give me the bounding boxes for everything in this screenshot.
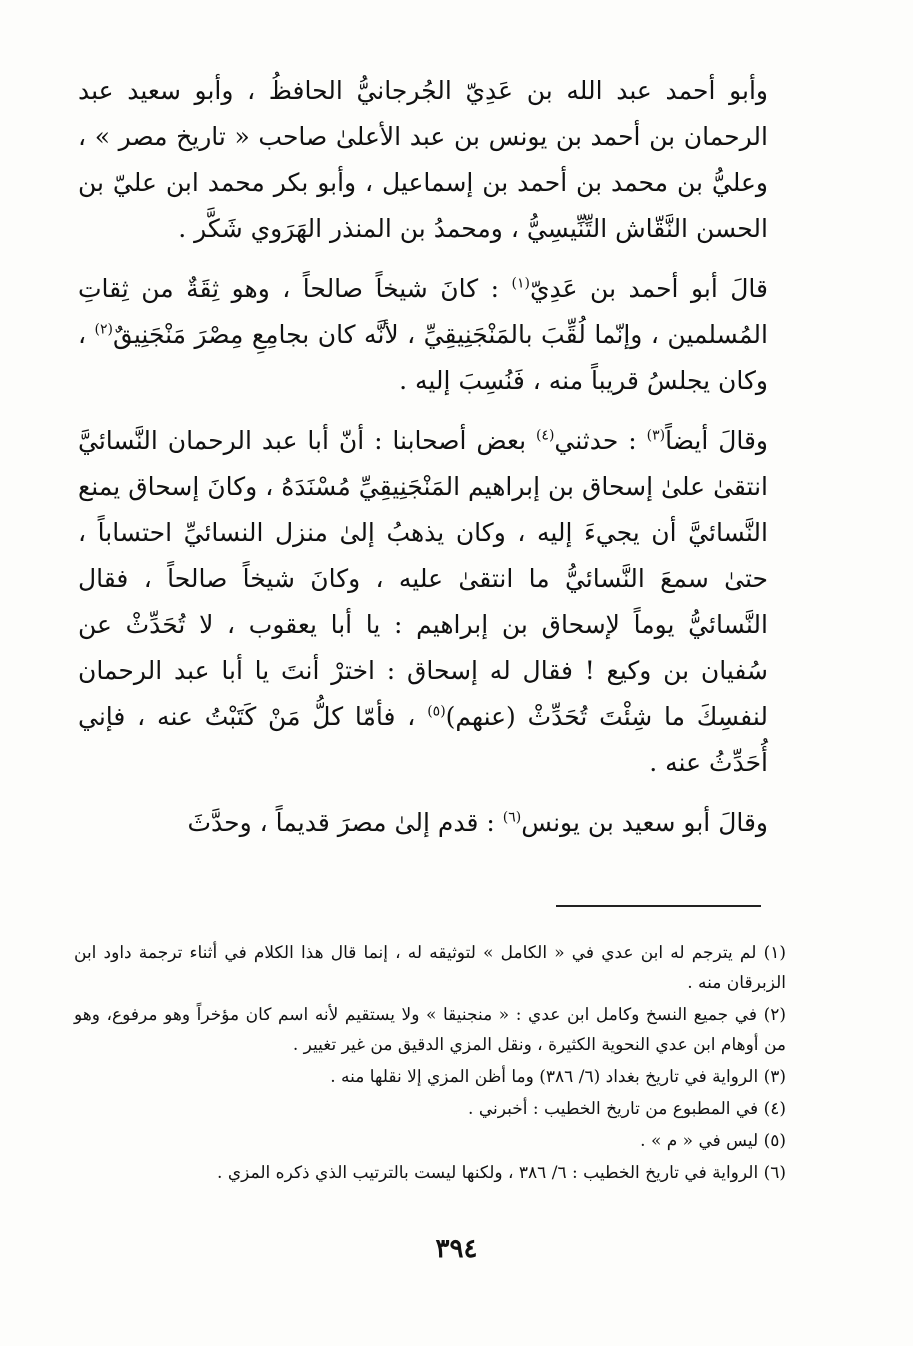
footnote-2: (٢) في جميع النسخ وكامل ابن عدي : « منجنيقا » ولا يستقيم لأنه اسم كان مؤخراً وهو مرفوع، وهو من أوهام ابن عدي النحوية الكثيرة ، ونقل المزي الدقيق من غير تغيير .: [74, 1005, 786, 1055]
footnote-3: (٣) الرواية في تاريخ بغداد (٦/ ٣٨٦) وما أظن المزي إلا نقلها منه .: [330, 1067, 786, 1087]
footnote-5: (٥) ليس في « م » .: [640, 1131, 786, 1151]
paragraph-4: وقالَ أبو سعيد بن يونس$^{(٦)}$ : قدم إلىٰ مصرَ قديماً ، وحدَّثَ: [187, 808, 768, 837]
main-text: [78, 68, 768, 860]
paragraph-2: قالَ أبو أحمد بن عَدِيّ$^{(١)}$ : كانَ شيخاً صالحاً ، وهو ثِقَةٌ من ثِقاتِ المُسلمين ، وإنّما لُقِّبَ بالمَنْجَنِيقِيِّ ، لأنَّه كان بجامِعِ مِصْرَ مَنْجَنِيقٌ$^{(٢)}$ ، وكان يجلسُ قريباً منه ، فَنُسِبَ إليه .: [78, 274, 768, 395]
footnotes: [74, 938, 786, 1190]
footnote-4: (٤) في المطبوع من تاريخ الخطيب : أخبرني .: [468, 1099, 786, 1119]
paragraph-1: وأبو أحمد عبد الله بن عَدِيّ الجُرجانيُّ الحافظُ ، وأبو سعيد عبد الرحمان بن أحمد بن يونس بن عبد الأعلىٰ صاحب « تاريخ مصر » ، وعليُّ بن محمد بن أحمد بن إسماعيل ، وأبو بكر محمد ابن عليّ بن الحسن النَّقّاش التِّنِّيسِيُّ ، ومحمدُ بن المنذر الهَرَوي شَكَّر .: [78, 76, 768, 243]
paragraph-3: وقالَ أيضاً$^{(٣)}$ : حدثني$^{(٤)}$ بعض أصحابنا : أنّ أبا عبد الرحمان النَّسائيَّ انتقىٰ علىٰ إسحاق بن إبراهيم المَنْجَنِيقِيِّ مُسْنَدَهُ ، وكانَ إسحاق يمنع النَّسائيَّ أن يجيءَ إليه ، وكان يذهبُ إلىٰ منزل النسائيِّ احتساباً ، حتىٰ سمعَ النَّسائيُّ ما انتقىٰ عليه ، وكانَ شيخاً صالحاً ، فقال النَّسائيُّ يوماً لإسحاق بن إبراهيم : يا أبا يعقوب ، لا تُحَدِّثْ عن سُفيان بن وكيع ! فقال له إسحاق : اخترْ أنتَ يا أبا عبد الرحمان لنفسِكَ ما شِئْتَ تُحَدِّثْ (عنهم)$^{(٥)}$ ، فأمّا كلُّ مَنْ كَتَبْتُ عنه ، فإني أُحَدِّثُ عنه .: [78, 426, 769, 777]
footnote-6: (٦) الرواية في تاريخ الخطيب : ٦/ ٣٨٦ ، ولكنها ليست بالترتيب الذي ذكره المزي .: [217, 1163, 786, 1183]
footnote-separator: [556, 905, 761, 907]
footnote-1: (١) لم يترجم له ابن عدي في « الكامل » لتوثيقه له ، إنما قال هذا الكلام في أثناء ترجمة داود ابن الزبرقان منه .: [74, 943, 786, 993]
page-number: ٣٩٤: [435, 1234, 478, 1264]
